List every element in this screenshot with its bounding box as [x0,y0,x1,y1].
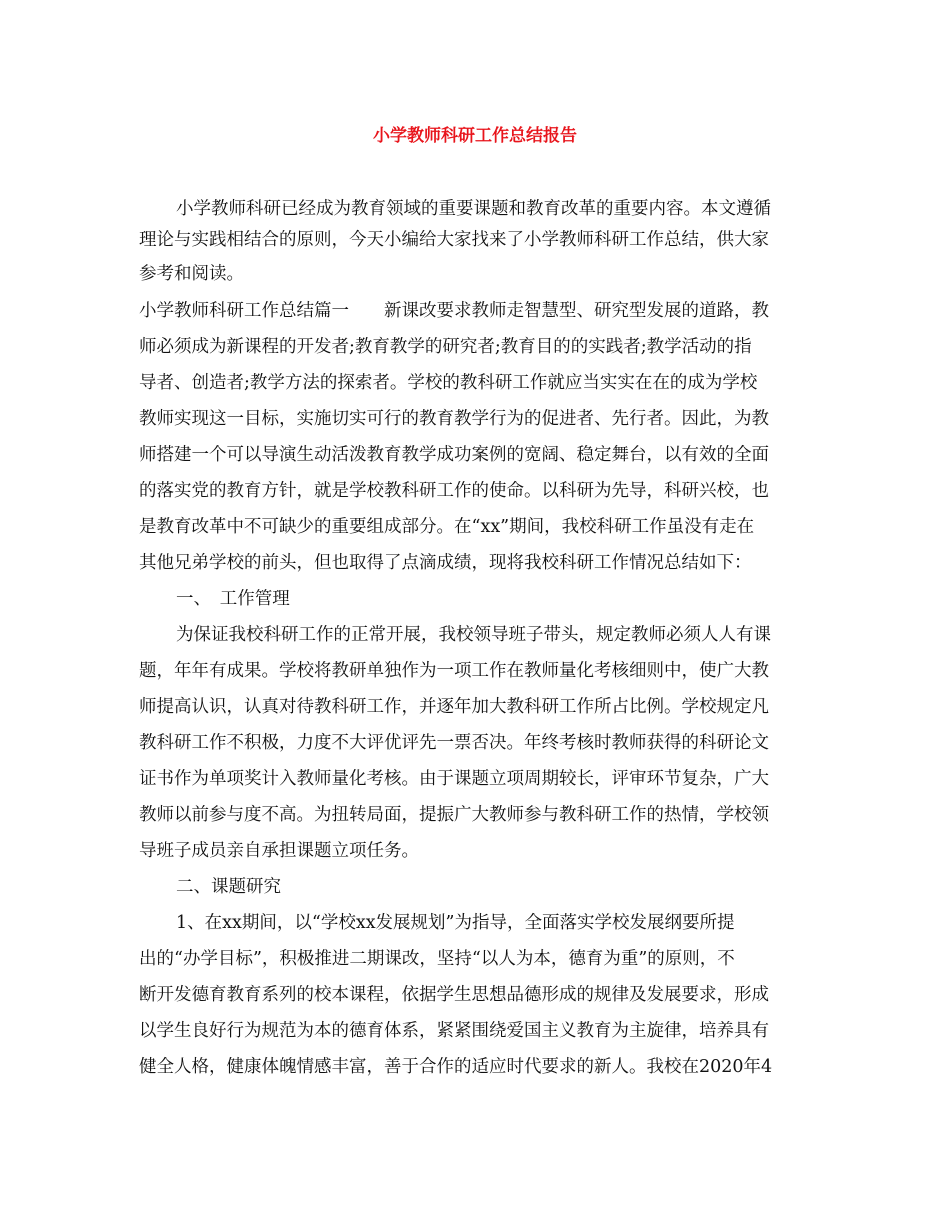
text-line: 师必须成为新课程的开发者;教育教学的研究者;教育目的的实践者;教学活动的指 [139,337,752,357]
document-title: 小学教师科研工作总结报告 [373,126,577,146]
text-line: 教师以前参与度不高。为扭转局面，提振广大教师参与教科研工作的热情，学校领 [139,805,769,825]
text-line: 以学生良好行为规范为本的德育体系，紧紧围绕爱国主义教育为主旋律，培养具有 [139,1021,769,1041]
text-line: 题，年年有成果。学校将教研单独作为一项工作在教师量化考核细则中，使广大教 [139,661,769,681]
text-line: 断开发德育教育系列的校本课程，依据学生思想品德形成的规律及发展要求，形成 [139,985,769,1005]
section-heading: 一、 工作管理 [176,589,290,609]
text-line: 导者、创造者;教学方法的探索者。学校的教科研工作就应当实实在在的成为学校 [139,373,758,393]
text-line: 小学教师科研已经成为教育领域的重要课题和教育改革的重要内容。本文遵循 [176,199,771,219]
text-line: 理论与实践相结合的原则，今天小编给大家找来了小学教师科研工作总结，供大家 [139,230,769,250]
text-line: 的落实党的教育方针，就是学校教科研工作的使命。以科研为先导，科研兴校，也 [139,481,769,501]
text-line: 教科研工作不积极，力度不大评优评先一票否决。年终考核时教师获得的科研论文 [139,733,769,753]
text-line: 导班子成员亲自承担课题立项任务。 [139,841,419,861]
text-line: 师搭建一个可以导演生动活泼教育教学成功案例的宽阔、稳定舞台，以有效的全面 [139,445,769,465]
text-line: 健全人格，健康体魄情感丰富，善于合作的适应时代要求的新人。我校在2020年4 [139,1057,773,1077]
text-line: 出的“办学目标”，积极推进二期课改，坚持“以人为本，德育为重”的原则，不 [139,949,735,969]
text-line: 证书作为单项奖计入教师量化考核。由于课题立项周期较长，评审环节复杂，广大 [139,769,769,789]
text-line: 师提高认识，认真对待教科研工作，并逐年加大教科研工作所占比例。学校规定凡 [139,697,769,717]
text-line: 1、在xx期间，以“学校xx发展规划”为指导，全面落实学校发展纲要所提 [176,913,735,933]
section-heading: 二、课题研究 [176,877,281,897]
text-line: 教师实现这一目标，实施切实可行的教育教学行为的促进者、先行者。因此，为教 [139,409,769,429]
text-line: 小学教师科研工作总结篇一 新课改要求教师走智慧型、研究型发展的道路，教 [139,301,769,321]
text-line: 为保证我校科研工作的正常开展，我校领导班子带头，规定教师必须人人有课 [176,625,771,645]
text-line: 是教育改革中不可缺少的重要组成部分。在“xx”期间，我校科研工作虽没有走在 [139,517,755,537]
text-line: 参考和阅读。 [139,264,244,284]
text-line: 其他兄弟学校的前头，但也取得了点滴成绩，现将我校科研工作情况总结如下： [139,553,752,573]
